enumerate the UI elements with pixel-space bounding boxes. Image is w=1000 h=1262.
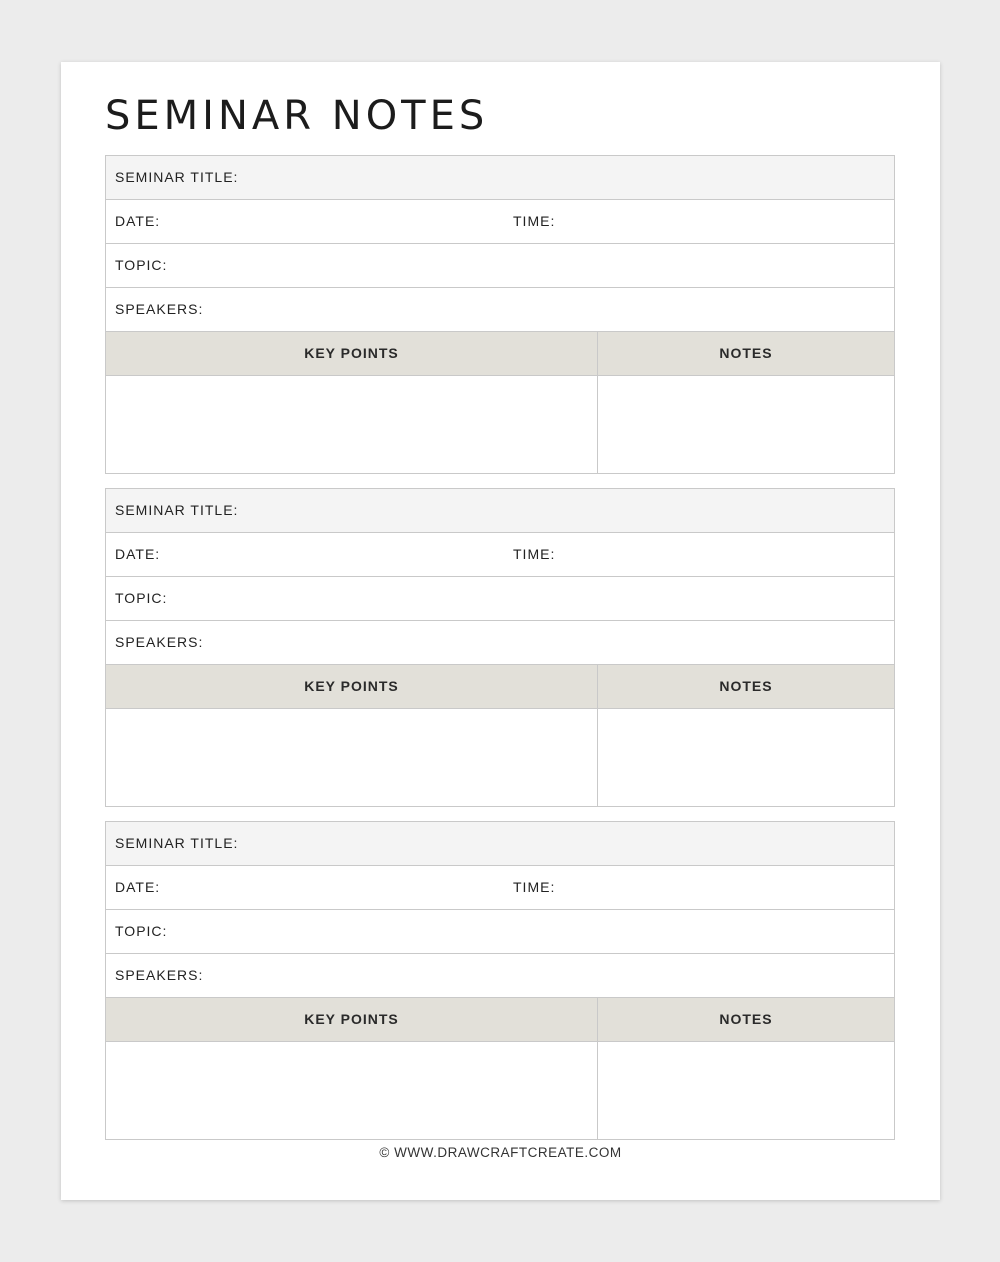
key-points-area[interactable] — [106, 1042, 598, 1139]
seminar-section — [105, 821, 895, 1140]
date-time-row[interactable] — [106, 200, 894, 244]
key-points-header: KEY POINTS — [106, 665, 598, 708]
time-label: TIME: — [513, 546, 556, 562]
key-points-area[interactable] — [106, 709, 598, 806]
seminar-section — [105, 488, 895, 807]
page-title: SEMINAR NOTES — [105, 93, 489, 139]
date-label: DATE: — [115, 546, 161, 562]
topic-label: TOPIC: — [115, 590, 168, 606]
seminar-title-label: SEMINAR TITLE: — [115, 835, 239, 851]
columns-body — [106, 376, 894, 473]
time-label: TIME: — [513, 879, 556, 895]
key-points-area[interactable] — [106, 376, 598, 473]
columns-header — [106, 998, 894, 1042]
topic-label: TOPIC: — [115, 923, 168, 939]
seminar-title-label: SEMINAR TITLE: — [115, 502, 239, 518]
speakers-label: SPEAKERS: — [115, 967, 204, 983]
columns-body — [106, 709, 894, 806]
speakers-label: SPEAKERS: — [115, 301, 204, 317]
speakers-row[interactable] — [106, 288, 894, 332]
date-time-row[interactable] — [106, 533, 894, 577]
topic-label: TOPIC: — [115, 257, 168, 273]
speakers-row[interactable] — [106, 954, 894, 998]
seminar-title-row[interactable] — [106, 156, 894, 200]
speakers-label: SPEAKERS: — [115, 634, 204, 650]
date-time-row[interactable] — [106, 866, 894, 910]
copyright-footer: © WWW.DRAWCRAFTCREATE.COM — [379, 1145, 622, 1160]
notes-area[interactable] — [598, 1042, 894, 1139]
columns-header — [106, 332, 894, 376]
notes-area[interactable] — [598, 709, 894, 806]
topic-row[interactable] — [106, 910, 894, 954]
topic-row[interactable] — [106, 244, 894, 288]
date-label: DATE: — [115, 879, 161, 895]
seminar-title-row[interactable] — [106, 822, 894, 866]
worksheet-page — [61, 62, 940, 1200]
notes-header: NOTES — [719, 678, 773, 694]
time-label: TIME: — [513, 213, 556, 229]
key-points-header: KEY POINTS — [106, 332, 598, 375]
topic-row[interactable] — [106, 577, 894, 621]
seminar-section — [105, 155, 895, 474]
date-label: DATE: — [115, 213, 161, 229]
speakers-row[interactable] — [106, 621, 894, 665]
seminar-title-row[interactable] — [106, 489, 894, 533]
notes-header: NOTES — [719, 1011, 773, 1027]
notes-area[interactable] — [598, 376, 894, 473]
notes-header: NOTES — [719, 345, 773, 361]
columns-header — [106, 665, 894, 709]
key-points-header: KEY POINTS — [106, 998, 598, 1041]
seminar-title-label: SEMINAR TITLE: — [115, 169, 239, 185]
columns-body — [106, 1042, 894, 1139]
